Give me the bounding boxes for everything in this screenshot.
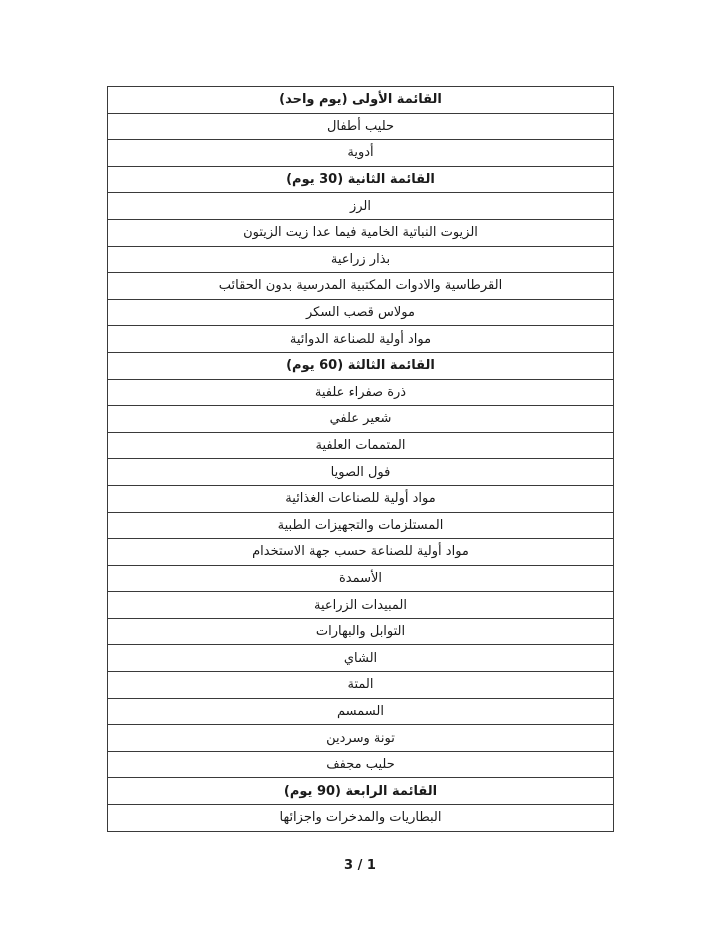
list-header-row bbox=[108, 87, 614, 114]
list-item-row bbox=[108, 246, 614, 273]
list-item-cell: بذار زراعية bbox=[108, 246, 614, 273]
list-item-cell: المتة bbox=[108, 672, 614, 699]
list-header-cell: القائمة الرابعة (90 يوم) bbox=[108, 778, 614, 805]
list-item-cell: الزيوت النباتية الخامية فيما عدا زيت الزيتون bbox=[108, 219, 614, 246]
list-item-row bbox=[108, 299, 614, 326]
list-item-row bbox=[108, 113, 614, 140]
list-item-row bbox=[108, 539, 614, 566]
list-item-cell: المتممات العلفية bbox=[108, 432, 614, 459]
list-item-cell: القرطاسية والادوات المكتبية المدرسية بدون الحقائب bbox=[108, 273, 614, 300]
list-item-row bbox=[108, 565, 614, 592]
list-header-row bbox=[108, 166, 614, 193]
list-item-cell: الشاي bbox=[108, 645, 614, 672]
page-number: 3 / 1 bbox=[344, 858, 376, 873]
lists-table bbox=[107, 86, 614, 832]
list-item-cell: الرز bbox=[108, 193, 614, 220]
list-item-row bbox=[108, 512, 614, 539]
list-item-cell: فول الصويا bbox=[108, 459, 614, 486]
lists-table-body bbox=[108, 87, 614, 832]
list-item-row bbox=[108, 645, 614, 672]
list-item-row bbox=[108, 193, 614, 220]
list-item-cell: ذرة صفراء علفية bbox=[108, 379, 614, 406]
list-item-row bbox=[108, 698, 614, 725]
list-item-row bbox=[108, 326, 614, 353]
list-item-row bbox=[108, 592, 614, 619]
list-item-row bbox=[108, 432, 614, 459]
list-item-row bbox=[108, 219, 614, 246]
list-header-row bbox=[108, 778, 614, 805]
list-item-row bbox=[108, 459, 614, 486]
list-item-row bbox=[108, 725, 614, 752]
list-item-row bbox=[108, 805, 614, 832]
list-item-cell: شعير علفي bbox=[108, 406, 614, 433]
list-item-row bbox=[108, 751, 614, 778]
list-item-cell: حليب مجفف bbox=[108, 751, 614, 778]
list-item-cell: البطاريات والمدخرات واجزائها bbox=[108, 805, 614, 832]
list-item-cell: أدوية bbox=[108, 140, 614, 167]
list-item-row bbox=[108, 618, 614, 645]
list-item-row bbox=[108, 485, 614, 512]
list-item-cell: مولاس قصب السكر bbox=[108, 299, 614, 326]
list-item-cell: الأسمدة bbox=[108, 565, 614, 592]
list-item-row bbox=[108, 273, 614, 300]
list-item-cell: التوابل والبهارات bbox=[108, 618, 614, 645]
list-header-cell: القائمة الأولى (يوم واحد) bbox=[108, 87, 614, 114]
list-item-row bbox=[108, 672, 614, 699]
list-header-cell: القائمة الثانية (30 يوم) bbox=[108, 166, 614, 193]
list-item-cell: مواد أولية للصناعة الدوائية bbox=[108, 326, 614, 353]
list-item-cell: مواد أولية للصناعة حسب جهة الاستخدام bbox=[108, 539, 614, 566]
list-item-cell: تونة وسردين bbox=[108, 725, 614, 752]
list-item-row bbox=[108, 140, 614, 167]
list-item-cell: حليب أطفال bbox=[108, 113, 614, 140]
list-item-row bbox=[108, 406, 614, 433]
list-item-cell: المبيدات الزراعية bbox=[108, 592, 614, 619]
list-header-cell: القائمة الثالثة (60 يوم) bbox=[108, 352, 614, 379]
list-item-cell: المستلزمات والتجهيزات الطبية bbox=[108, 512, 614, 539]
list-header-row bbox=[108, 352, 614, 379]
list-item-cell: مواد أولية للصناعات الغذائية bbox=[108, 485, 614, 512]
list-item-cell: السمسم bbox=[108, 698, 614, 725]
list-item-row bbox=[108, 379, 614, 406]
